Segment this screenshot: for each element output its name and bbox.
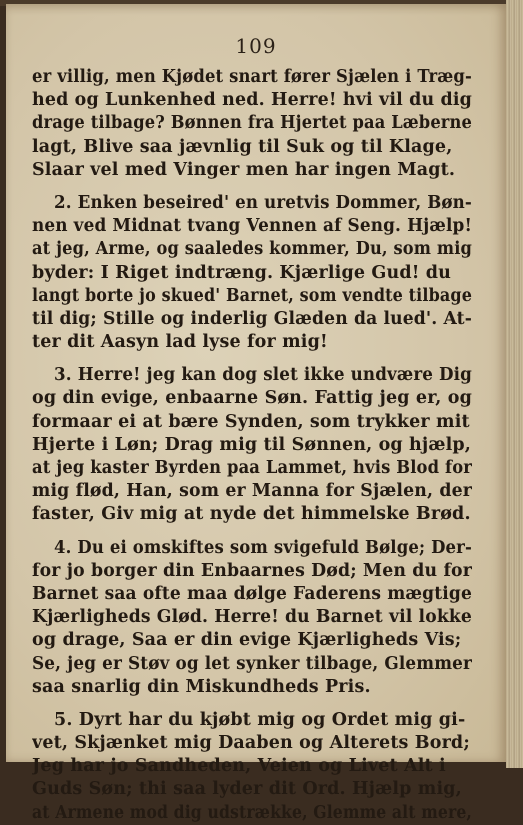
text-line: saa snarlig din Miskundheds Pris. <box>32 676 371 697</box>
text-line: at Armene mod dig udstrække, Glemme alt mere, <box>32 802 472 823</box>
text-line: ter dit Aasyn lad lyse for mig! <box>32 332 328 353</box>
text-line: for jo borger din Enbaarnes Død; Men du for <box>32 560 472 581</box>
text-line: drage tilbage? Bønnen fra Hjertet paa Læberne <box>32 113 472 134</box>
stanza-gap <box>32 182 472 192</box>
stanza-gap <box>32 354 472 364</box>
text-line: Barnet saa ofte maa dølge Faderens mægtige <box>32 583 472 604</box>
text-line: mig flød, Han, som er Manna for Sjælen, der <box>32 481 472 502</box>
text-line: og din evige, enbaarne Søn. Fattig jeg er, og <box>32 388 472 409</box>
text-line: Kjærligheds Glød. Herre! du Barnet vil lokke <box>32 607 472 628</box>
text-line: til dig; Stille og inderlig Glæden da lued'. At- <box>32 308 472 329</box>
text-line: lagt, Blive saa jævnlig til Suk og til Klage, <box>32 136 453 157</box>
page-edges <box>506 0 523 768</box>
text-line: 3. Herre! jeg kan dog slet ikke undvære Dig <box>54 365 472 386</box>
text-line: vet, Skjænket mig Daaben og Alterets Bord; <box>32 733 470 754</box>
text-line: 4. Du ei omskiftes som svigefuld Bølge; Der- <box>54 537 472 558</box>
book-page <box>6 4 506 823</box>
text-line: 2. Enken beseired' en uretvis Dommer, Bøn- <box>54 192 472 213</box>
text-line: faster, Giv mig at nyde det himmelske Brød. <box>32 504 471 525</box>
stanza-gap <box>32 527 472 537</box>
text-line: Slaar vel med Vinger men har ingen Magt. <box>32 159 456 180</box>
text-line: Se, jeg er Støv og let synker tilbage, Glemmer <box>32 653 472 674</box>
text-line: 5. Dyrt har du kjøbt mig og Ordet mig gi- <box>54 709 466 730</box>
text-line: at jeg, Arme, og saaledes kommer, Du, som mig <box>32 239 472 260</box>
text-line: nen ved Midnat tvang Vennen af Seng. Hjælp! <box>32 216 472 237</box>
page-number: 109 <box>235 34 277 58</box>
text-line: og drage, Saa er din evige Kjærligheds Vis; <box>32 630 462 651</box>
text-line: langt borte jo skued' Barnet, som vendte tilbage <box>32 285 472 306</box>
stanza-gap <box>32 699 472 709</box>
text-line: byder: I Riget indtræng. Kjærlige Gud! du <box>32 262 452 283</box>
text-line: er villig, men Kjødet snart fører Sjælen i Træg- <box>32 67 472 87</box>
text-line: Jeg har jo Sandheden, Veien og Livet Alt i <box>32 756 446 777</box>
text-line: Guds Søn; thi saa lyder dit Ord. Hjælp mig, <box>32 779 462 800</box>
text-line: formaar ei at bære Synden, som trykker mit <box>32 411 470 432</box>
text-line: hed og Lunkenhed ned. Herre! hvi vil du dig <box>32 90 472 111</box>
text-line: Hjerte i Løn; Drag mig til Sønnen, og hjælp, <box>32 434 472 455</box>
text-line: at jeg kaster Byrden paa Lammet, hvis Blod for <box>32 458 472 478</box>
page-text <box>32 66 472 825</box>
